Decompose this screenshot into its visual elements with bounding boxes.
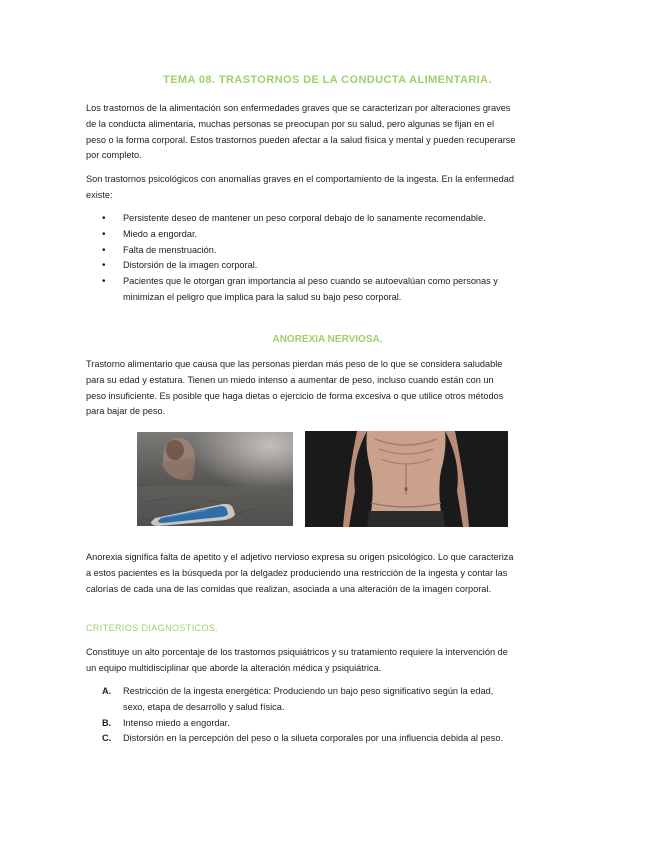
intro-paragraph: Los trastornos de la alimentación son enfermedades graves que se caracterizan por alteraciones graves de la conducta alimentaria, muchas personas se preocupan por su salud, pero algunas se fijan en el peso o la forma corporal. Estos trastornos pueden afectar a la salud física y mental y pueden recuperarse por completo. bbox=[86, 103, 516, 161]
criteria-intro: Constituye un alto porcentaje de los trastornos psiquiátricos y su tratamiento requiere la intervención de un equipo multidisciplinar que aborde la alteración médica y psiquiátrica. bbox=[86, 647, 508, 673]
page-title: TEMA 08. TRASTORNOS DE LA CONDUCTA ALIMENTARIA. bbox=[163, 74, 492, 86]
symptoms-list bbox=[86, 211, 516, 306]
list-marker: B. bbox=[102, 717, 112, 728]
torso-photo bbox=[305, 431, 508, 527]
list-item bbox=[86, 684, 516, 716]
list-item-text: Restricción de la ingesta energética: Produciendo un bajo peso significativo según la edad, sexo, etapa de desarrollo y salud física. bbox=[123, 686, 494, 712]
list-item: • Miedo a engordar. bbox=[86, 227, 516, 243]
list-item: • Pacientes que le otorgan gran importancia al peso cuando se autoevalúan como personas y minimizan el peligro que implica para la salud su bajo peso corporal. bbox=[86, 274, 516, 306]
list-item: • Falta de menstruación. bbox=[86, 243, 516, 259]
psychological-paragraph: Son trastornos psicológicos con anomalías graves en el comportamiento de la ingesta. En la enfermedad existe: bbox=[86, 174, 514, 200]
list-item bbox=[86, 731, 516, 747]
list-item-text: Distorsión en la percepción del peso o la silueta corporales por una influencia debida al peso. bbox=[123, 733, 503, 744]
anorexia-meaning-paragraph: Anorexia significa falta de apetito y el adjetivo nervioso expresa su origen psicológico. Lo que caracteriza a estos pacientes es la búsqueda por la delgadez produciendo una restricción de la ingesta y contar las calorías de cada una de las comidas que realizan, asociada a una alteración de la imagen corporal. bbox=[86, 552, 514, 594]
list-item-text: Intenso miedo a engordar. bbox=[123, 717, 230, 728]
list-item bbox=[86, 716, 516, 732]
list-marker: A. bbox=[102, 686, 112, 696]
list-item: • Distorsión de la imagen corporal. bbox=[86, 258, 516, 274]
anorexia-definition: Trastorno alimentario que causa que las personas pierdan más peso de lo que se considera saludable para su edad y estatura. Tienen un miedo intenso a aumentar de peso, incluso cuando están con un peso insuficiente. Es posible que haga dietas o ejercicio de forma excesiva o que utilice otros métodos para bajar de peso. bbox=[86, 359, 504, 417]
criteria-list bbox=[86, 684, 516, 747]
anorexia-heading: ANOREXIA NERVIOSA. bbox=[272, 334, 383, 345]
list-marker: C. bbox=[102, 733, 112, 744]
criteria-heading: CRITERIOS DIAGNOSTICOS. bbox=[86, 623, 219, 633]
scale-photo bbox=[137, 432, 293, 526]
list-item: • Persistente deseo de mantener un peso corporal debajo de lo sanamente recomendable. bbox=[86, 211, 516, 227]
